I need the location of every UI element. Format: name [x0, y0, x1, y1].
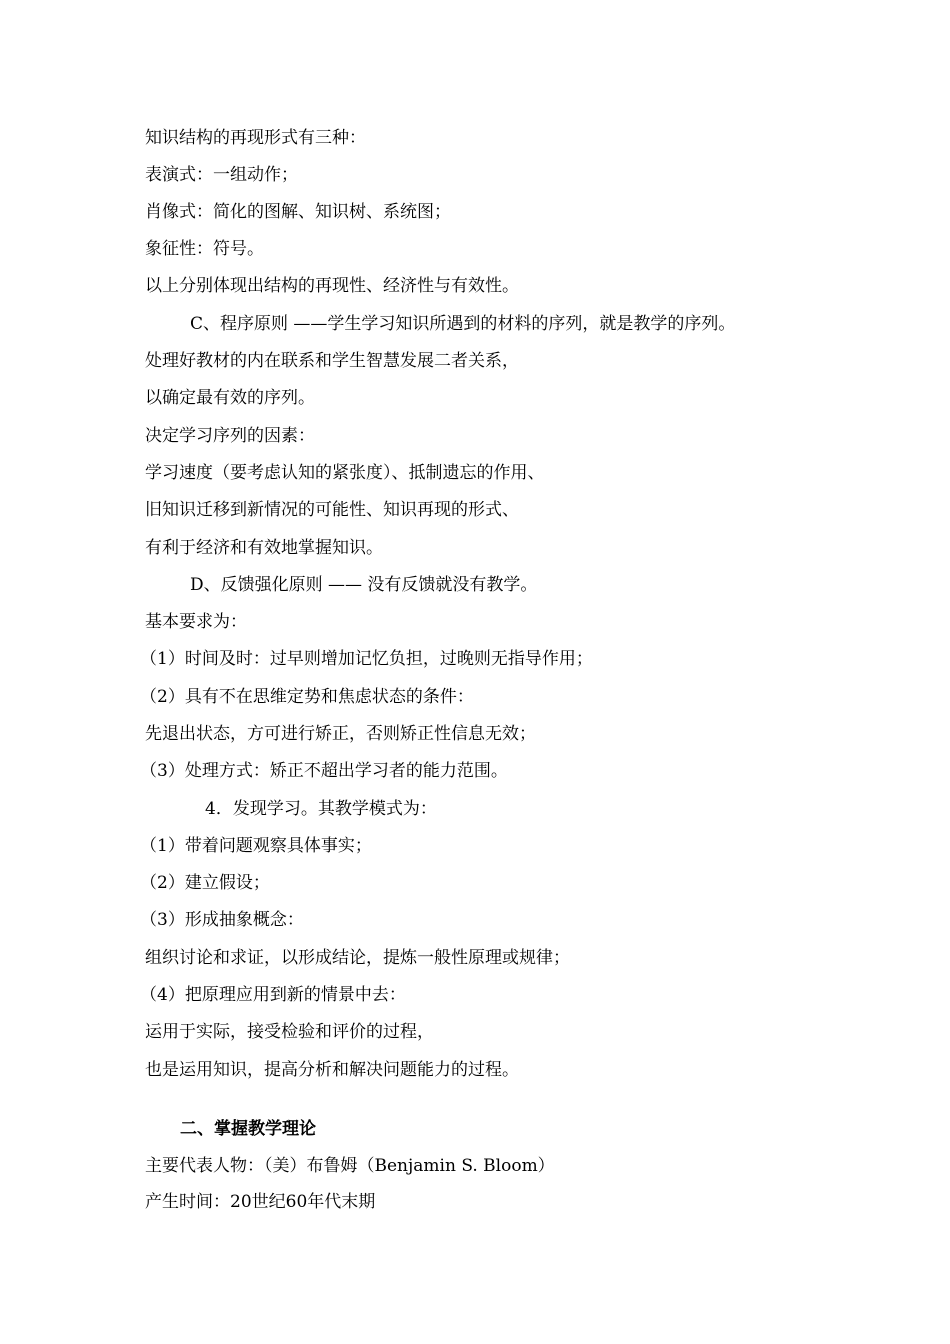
list-item: （2）建立假设；	[140, 873, 270, 893]
list-item: （3）处理方式：矫正不超出学习者的能力范围。	[140, 761, 508, 781]
text-line: 以确定最有效的序列。	[145, 388, 315, 408]
section-c-heading: C、程序原则 ——学生学习知识所遇到的材料的序列，就是教学的序列。	[190, 314, 736, 334]
text-line: 决定学习序列的因素：	[145, 426, 315, 446]
section-d-heading: D、反馈强化原则 —— 没有反馈就没有教学。	[190, 575, 538, 595]
text-line: 处理好教材的内在联系和学生智慧发展二者关系，	[145, 351, 519, 371]
text-line: 也是运用知识，提高分析和解决问题能力的过程。	[145, 1060, 519, 1080]
text-line: 知识结构的再现形式有三种：	[145, 128, 366, 148]
text-line: 主要代表人物：（美）布鲁姆（Benjamin S. Bloom）	[145, 1156, 555, 1176]
list-item: （3）形成抽象概念：	[140, 910, 304, 930]
text-line: 旧知识迁移到新情况的可能性、知识再现的形式、	[145, 500, 519, 520]
text-line: 先退出状态，方可进行矫正，否则矫正性信息无效；	[145, 724, 536, 744]
list-item: （1）时间及时：过早则增加记忆负担，过晚则无指导作用；	[140, 649, 593, 669]
text-line: 肖像式：简化的图解、知识树、系统图；	[145, 202, 451, 222]
text-line: 象征性：符号。	[145, 239, 264, 259]
list-item: （2）具有不在思维定势和焦虑状态的条件：	[140, 687, 474, 707]
list-item: （4）把原理应用到新的情景中去：	[140, 985, 406, 1005]
section-4-heading: 4．发现学习。其教学模式为：	[205, 799, 437, 819]
text-line: 运用于实际，接受检验和评价的过程，	[145, 1022, 434, 1042]
text-line: 基本要求为：	[145, 612, 247, 632]
section-heading: 二、掌握教学理论	[180, 1119, 316, 1139]
text-line: 学习速度（要考虑认知的紧张度）、抵制遗忘的作用、	[145, 463, 545, 483]
text-line: 表演式：一组动作；	[145, 165, 298, 185]
list-item: （1）带着问题观察具体事实；	[140, 836, 372, 856]
text-line: 组织讨论和求证，以形成结论，提炼一般性原理或规律；	[145, 948, 570, 968]
text-line: 以上分别体现出结构的再现性、经济性与有效性。	[145, 276, 519, 296]
text-line: 有利于经济和有效地掌握知识。	[145, 538, 383, 558]
text-line: 产生时间：20世纪60年代末期	[145, 1192, 376, 1212]
